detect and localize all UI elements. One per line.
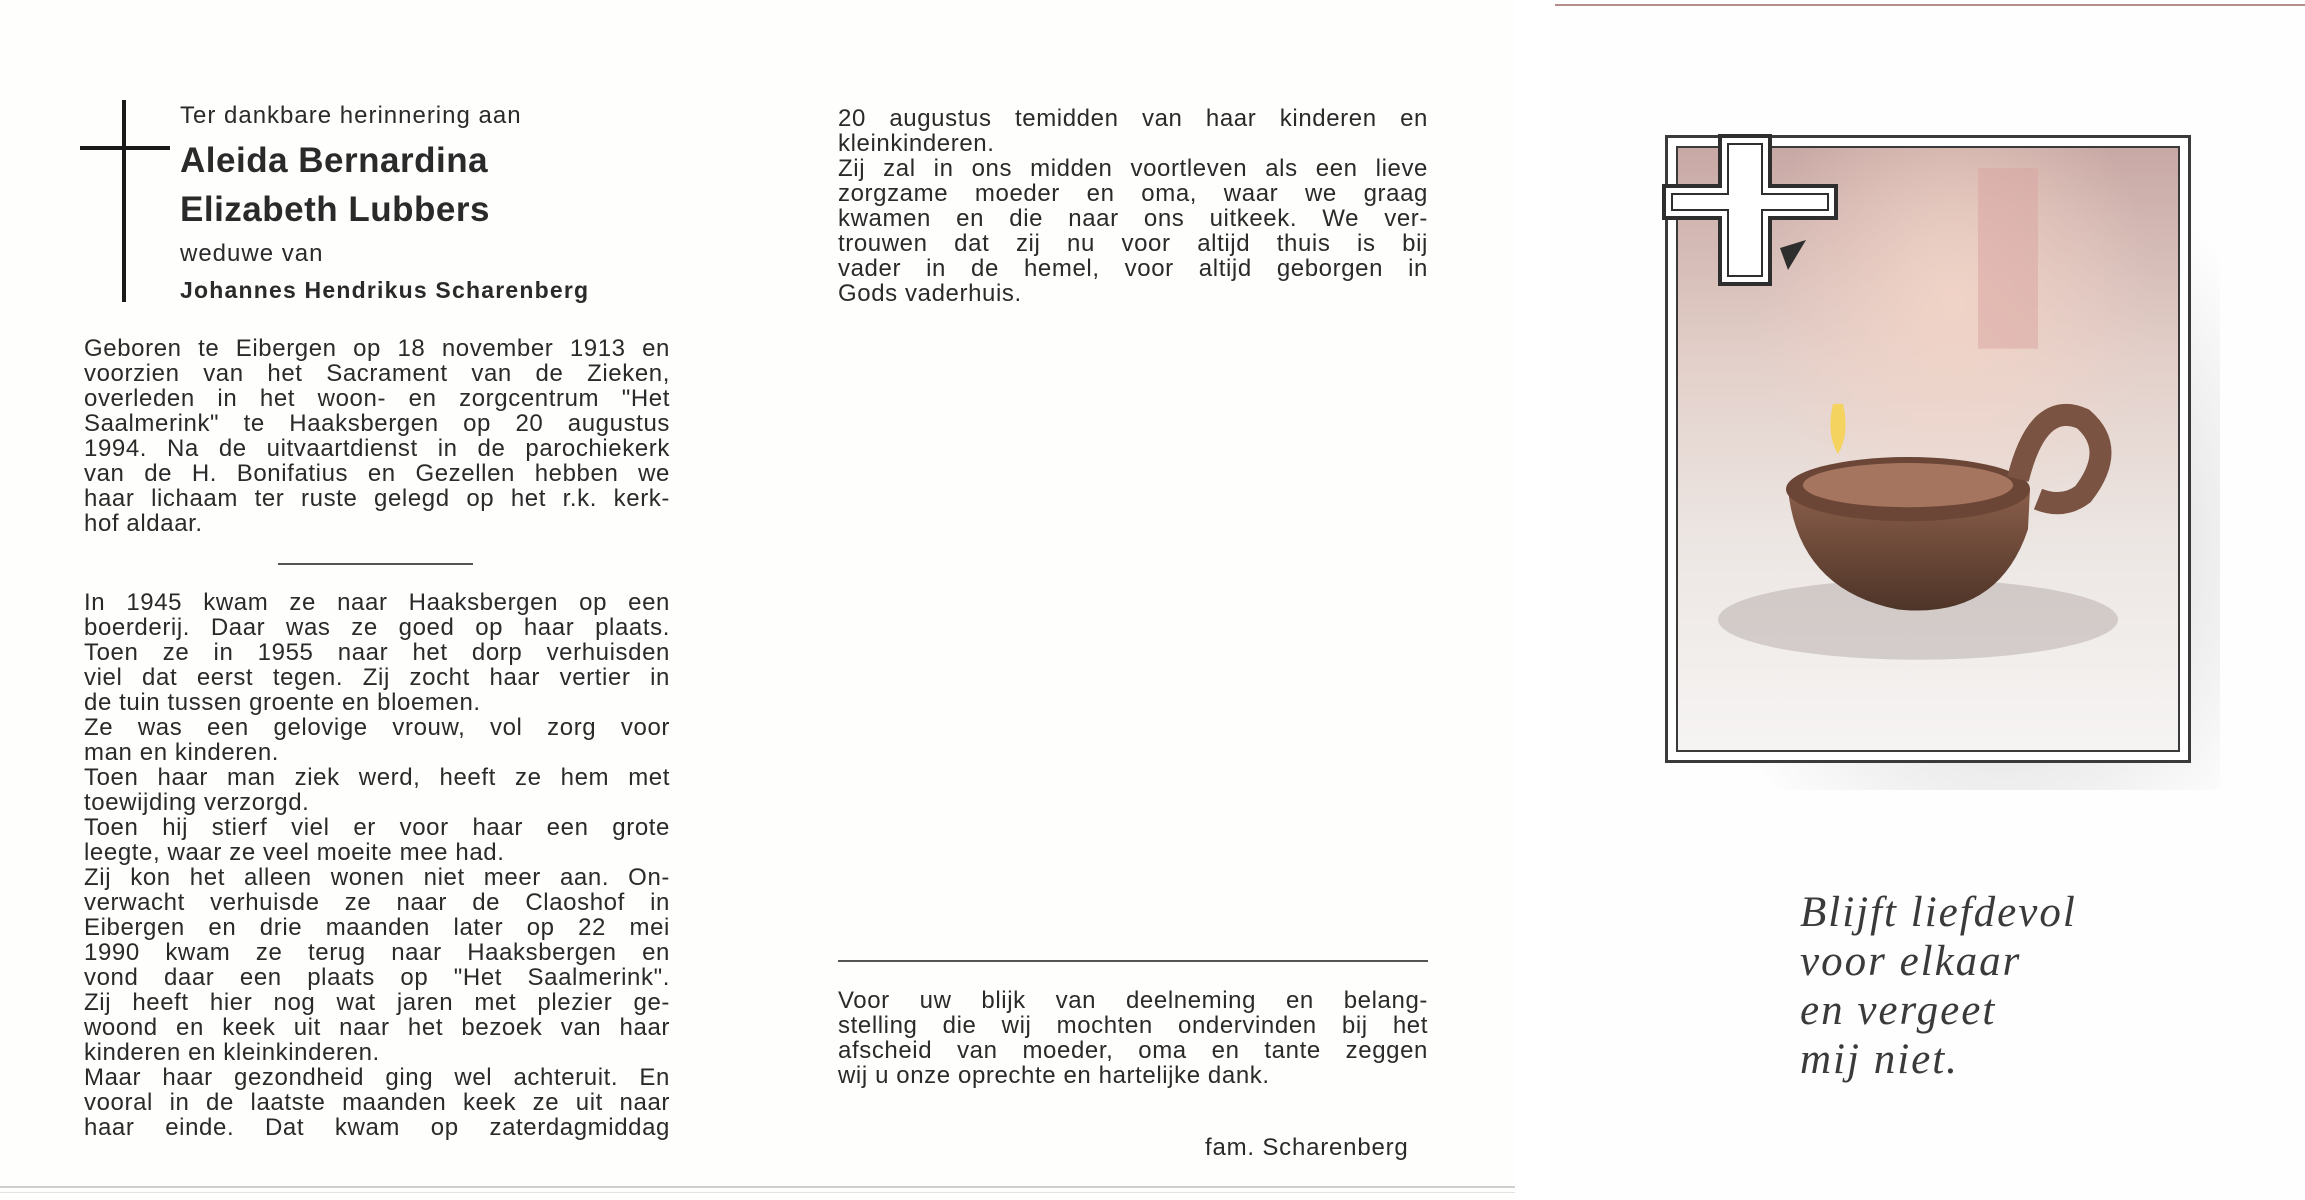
section-divider	[278, 563, 473, 565]
paragraph-line: Toen hij stierf viel er voor haar een grote	[84, 814, 670, 841]
paragraph-line: 20 augustus temidden van haar kinderen en	[838, 105, 1428, 132]
fold-gap	[1515, 0, 1550, 1200]
paragraph-line: zorgzame moeder en oma, waar we graag	[838, 180, 1428, 207]
paragraph-line: hof aldaar.	[84, 510, 203, 537]
paragraph-line: kwamen en die naar ons uitkeek. We ver-	[838, 205, 1428, 232]
paragraph-line: In 1945 kwam ze naar Haaksbergen op een	[84, 589, 670, 616]
paragraph-line: afscheid van moeder, oma en tante zeggen	[838, 1037, 1428, 1064]
paragraph-line: verwacht verhuisde ze naar de Claoshof in	[84, 889, 670, 916]
paragraph-line: wij u onze oprechte en hartelijke dank.	[838, 1062, 1270, 1089]
paragraph-line: 1994. Na de uitvaartdienst in de parochiekerk	[84, 435, 670, 462]
continuation-paragraph	[838, 106, 1428, 306]
paragraph-line: overleden in het woon- en zorgcentrum "Het	[84, 385, 670, 412]
bottom-edge-line	[0, 1186, 1515, 1188]
paragraph-line: voorzien van het Sacrament van de Zieken,	[84, 360, 670, 387]
paragraph-line: vooral in de laatste maanden keek ze uit naar	[84, 1089, 670, 1116]
family-signature: fam. Scharenberg	[1205, 1134, 1409, 1161]
paragraph-line: Toen ze in 1955 naar het dorp verhuisden	[84, 639, 670, 666]
paragraph-line: Zij kon het alleen wonen niet meer aan. On-	[84, 864, 670, 891]
memorial-quote	[1800, 888, 2077, 1084]
cross-icon	[122, 100, 126, 302]
paragraph-line: Maar haar gezondheid ging wel achteruit. En	[84, 1064, 670, 1091]
quote-line: Blijft liefdevol	[1800, 889, 2077, 936]
bottom-edge-line-secondary	[0, 1192, 1515, 1193]
top-edge-accent	[1555, 4, 2305, 6]
quote-line: voor elkaar	[1800, 938, 2022, 985]
paragraph-line: vond daar een plaats op "Het Saalmerink".	[84, 964, 670, 991]
paragraph-line: woond en keek uit naar het bezoek van haar	[84, 1014, 670, 1041]
paragraph-line: boerderij. Daar was ze goed op haar plaats.	[84, 614, 670, 641]
paragraph-line: Geboren te Eibergen op 18 november 1913 en	[84, 335, 670, 362]
quote-line: en vergeet	[1800, 987, 1997, 1034]
paragraph-line: toewijding verzorgd.	[84, 789, 310, 816]
paragraph-line: stelling die wij mochten ondervinden bij het	[838, 1012, 1428, 1039]
cross-cutout-icon	[1660, 128, 1840, 288]
paragraph-line: 1990 kwam ze terug naar Haaksbergen en	[84, 939, 670, 966]
paragraph-line: man en kinderen.	[84, 739, 280, 766]
paragraph-line: Toen haar man ziek werd, heeft ze hem met	[84, 764, 670, 791]
paragraph-line: kinderen en kleinkinderen.	[84, 1039, 380, 1066]
deceased-name-line1: Aleida Bernardina	[180, 141, 489, 180]
birth-paragraph	[84, 336, 670, 536]
paragraph-line: Saalmerink" te Haaksbergen op 20 augustus	[84, 410, 670, 437]
paragraph-line: kleinkinderen.	[838, 130, 995, 157]
paragraph-line: leegte, waar ze veel moeite mee had.	[84, 839, 505, 866]
deceased-name-line2: Elizabeth Lubbers	[180, 190, 490, 229]
widow-of-text: weduwe van	[180, 240, 324, 267]
paragraph-line: de tuin tussen groente en bloemen.	[84, 689, 481, 716]
paragraph-line: haar einde. Dat kwam op zaterdagmiddag	[84, 1114, 670, 1141]
life-paragraph	[84, 590, 670, 1140]
spouse-name: Johannes Hendrikus Scharenberg	[180, 277, 590, 303]
paragraph-line: Eibergen en drie maanden later op 22 mei	[84, 914, 670, 941]
paragraph-line: haar lichaam ter ruste gelegd op het r.k. kerk-	[84, 485, 670, 512]
paragraph-line: Ze was een gelovige vrouw, vol zorg voor	[84, 714, 670, 741]
quote-line: mij niet.	[1800, 1036, 1959, 1083]
thanks-divider	[838, 960, 1428, 962]
paragraph-line: Zij heeft hier nog wat jaren met plezier ge-	[84, 989, 670, 1016]
paragraph-line: trouwen dat zij nu voor altijd thuis is bij	[838, 230, 1428, 257]
paragraph-line: Gods vaderhuis.	[838, 280, 1022, 307]
thanks-paragraph	[838, 988, 1428, 1088]
paragraph-line: Zij zal in ons midden voortleven als een lieve	[838, 155, 1428, 182]
paragraph-line: vader in de hemel, voor altijd geborgen in	[838, 255, 1428, 282]
paragraph-line: viel dat eerst tegen. Zij zocht haar vertier in	[84, 664, 670, 691]
intro-text: Ter dankbare herinnering aan	[180, 102, 522, 129]
paragraph-line: van de H. Bonifatius en Gezellen hebben we	[84, 460, 670, 487]
cross-icon-bar	[80, 146, 170, 150]
paragraph-line: Voor uw blijk van deelneming en belang-	[838, 987, 1428, 1014]
